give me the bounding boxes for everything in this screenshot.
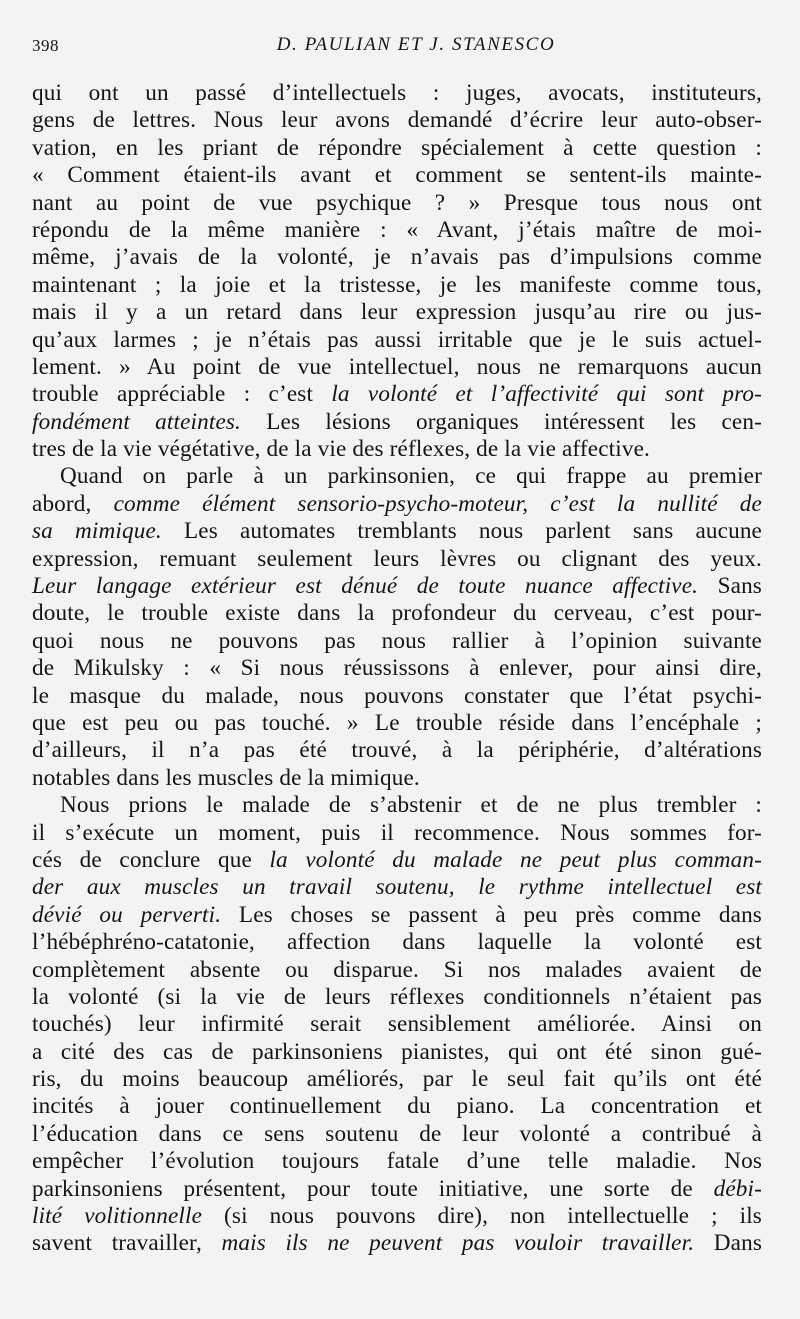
text-segment: Nous prions le malade de s’abstenir et de ne plus trembler : xyxy=(60,792,762,819)
italic-text-segment: débi- xyxy=(713,1175,762,1202)
text-line xyxy=(32,600,762,627)
text-segment: Quand on parle à un parkinsonien, ce qui frappe au premier xyxy=(60,463,762,490)
text-segment: qui ont un passé d’intellectuels : juges, avocats, instituteurs, xyxy=(32,80,762,106)
text-line xyxy=(32,80,762,107)
text-segment: l’éducation dans ce sens soutenu de leur volonté a contribué à xyxy=(32,1120,762,1147)
text-segment: (si nous pouvons dire), non intellectuelle ; ils xyxy=(202,1203,762,1230)
text-line xyxy=(32,984,762,1011)
text-segment: que est peu ou pas touché. » Le trouble réside dans l’encéphale ; xyxy=(32,709,762,736)
text-segment: le masque du malade, nous pouvons constater que l’état psychi- xyxy=(32,682,762,709)
text-line xyxy=(32,874,762,901)
italic-text-segment: la volonté du malade ne peut plus comman- xyxy=(269,846,762,873)
page-header xyxy=(32,32,760,60)
text-segment: parkinsoniens présentent, pour toute initiative, une sorte de xyxy=(32,1175,714,1202)
text-segment: « Comment étaient-ils avant et comment se sentent-ils mainte- xyxy=(32,162,762,189)
text-segment: abord, xyxy=(32,490,114,517)
text-segment: même, j’avais de la volonté, je n’avais pas d’impulsions comme xyxy=(32,244,762,271)
italic-text-segment: lité volitionnelle xyxy=(32,1203,203,1230)
text-segment: empêcher l’évolution toujours fatale d’une telle maladie. Nos xyxy=(32,1148,762,1175)
italic-text-segment: Leur langage extérieur est dénué de toute nuance affective. xyxy=(32,573,699,600)
text-line xyxy=(32,902,762,929)
text-line xyxy=(32,190,762,217)
text-segment: quoi nous ne pouvons pas nous rallier à l’opinion suivante xyxy=(32,627,762,654)
text-segment: d’ailleurs, il n’a pas été trouvé, à la périphérie, d’altérations xyxy=(32,737,762,764)
text-segment: a cité des cas de parkinsoniens pianistes, qui ont été sinon gué- xyxy=(32,1038,762,1065)
text-line xyxy=(32,1176,762,1203)
italic-text-segment: la volonté et l’affectivité qui sont pro- xyxy=(331,381,762,408)
text-segment: Les lésions organiques intéressent les cen- xyxy=(241,408,762,435)
text-line xyxy=(32,546,762,573)
text-line xyxy=(32,354,762,381)
text-line xyxy=(32,957,762,984)
text-segment: nant au point de vue psychique ? » Presque tous nous ont xyxy=(32,189,762,216)
text-line xyxy=(32,710,762,737)
text-segment: savent travailler, xyxy=(32,1230,222,1257)
text-segment: Les automates tremblants nous parlent sans aucune xyxy=(161,518,763,545)
text-segment: gens de lettres. Nous leur avons demandé d’écrire leur auto-obser- xyxy=(32,107,762,134)
italic-text-segment: sa mimique. xyxy=(32,518,162,545)
text-segment: doute, le trouble existe dans la profondeur du cerveau, c’est pour- xyxy=(32,600,762,627)
text-line xyxy=(32,820,762,847)
text-line xyxy=(32,1121,762,1148)
text-line xyxy=(32,518,762,545)
text-line xyxy=(32,847,762,874)
text-segment: cés de conclure que xyxy=(32,846,270,873)
text-segment: trouble appréciable : c’est xyxy=(32,381,332,408)
text-line xyxy=(32,655,762,682)
body-text xyxy=(32,80,762,1258)
text-line xyxy=(32,327,762,354)
text-line xyxy=(32,1230,762,1257)
text-segment: vation, en les priant de répondre spécialement à cette question : xyxy=(32,134,762,161)
text-line xyxy=(32,573,762,600)
text-segment: Dans xyxy=(694,1230,762,1257)
text-segment: touchés) leur infirmité serait sensiblement améliorée. Ainsi on xyxy=(32,1011,762,1038)
text-line xyxy=(32,1093,762,1120)
text-line xyxy=(32,1203,762,1230)
italic-text-segment: fondément atteintes. xyxy=(32,408,242,435)
running-head: D. PAULIAN ET J. STANESCO xyxy=(276,34,556,55)
text-line xyxy=(32,1066,762,1093)
italic-text-segment: comme élément sensorio-psycho-moteur, c’est la nullité de xyxy=(113,490,762,517)
text-segment: mais il y a un retard dans leur expression jusqu’au rire ou jus- xyxy=(32,299,762,326)
text-segment: complètement absente ou disparue. Si nos malades avaient de xyxy=(32,956,762,983)
text-line xyxy=(32,1011,762,1038)
text-segment: Les choses se passent à peu près comme dans xyxy=(221,901,762,928)
text-segment: la volonté (si la vie de leurs réflexes conditionnels n’étaient pas xyxy=(32,983,762,1010)
text-line xyxy=(32,1148,762,1175)
text-segment: de Mikulsky : « Si nous réussissons à enlever, pour ainsi dire, xyxy=(32,655,762,682)
text-segment: qu’aux larmes ; je n’étais pas aussi irritable que je le suis actuel- xyxy=(32,326,762,353)
text-segment: tres de la vie végétative, de la vie des réflexes, de la vie affective. xyxy=(32,436,650,463)
italic-text-segment: dévié ou perverti. xyxy=(32,901,222,928)
text-line xyxy=(32,765,762,792)
text-segment: Sans xyxy=(698,573,762,600)
text-segment: il s’exécute un moment, puis il recommence. Nous sommes for- xyxy=(32,819,762,846)
text-line xyxy=(32,135,762,162)
italic-text-segment: mais ils ne peuvent pas vouloir travailler. xyxy=(221,1230,695,1257)
italic-text-segment: der aux muscles un travail soutenu, le rythme intellectuel est xyxy=(32,874,762,901)
text-segment: répondu de la même manière : « Avant, j’étais maître de moi- xyxy=(32,216,762,243)
text-segment: ris, du moins beaucoup améliorés, par le seul fait qu’ils ont été xyxy=(32,1066,762,1093)
text-line xyxy=(32,463,762,490)
text-segment: lement. » Au point de vue intellectuel, nous ne remarquons aucun xyxy=(32,353,762,380)
text-line xyxy=(32,436,762,463)
text-line xyxy=(32,929,762,956)
text-line xyxy=(32,491,762,518)
text-segment: maintenant ; la joie et la tristesse, je les manifeste comme tous, xyxy=(32,271,762,298)
text-line xyxy=(32,683,762,710)
text-line xyxy=(32,299,762,326)
text-line xyxy=(32,1039,762,1066)
text-segment: notables dans les muscles de la mimique. xyxy=(32,764,420,791)
text-line xyxy=(32,107,762,134)
text-line xyxy=(32,792,762,819)
page-number: 398 xyxy=(32,36,59,55)
text-segment: expression, remuant seulement leurs lèvres ou clignant des yeux. xyxy=(32,545,762,572)
text-line xyxy=(32,737,762,764)
text-segment: incités à jouer continuellement du piano. La concentration et xyxy=(32,1093,762,1120)
text-segment: l’hébéphréno-catatonie, affection dans laquelle la volonté est xyxy=(32,929,762,956)
text-line xyxy=(32,409,762,436)
text-line xyxy=(32,217,762,244)
text-line xyxy=(32,272,762,299)
text-line xyxy=(32,381,762,408)
text-line xyxy=(32,628,762,655)
text-line xyxy=(32,244,762,271)
text-line xyxy=(32,162,762,189)
